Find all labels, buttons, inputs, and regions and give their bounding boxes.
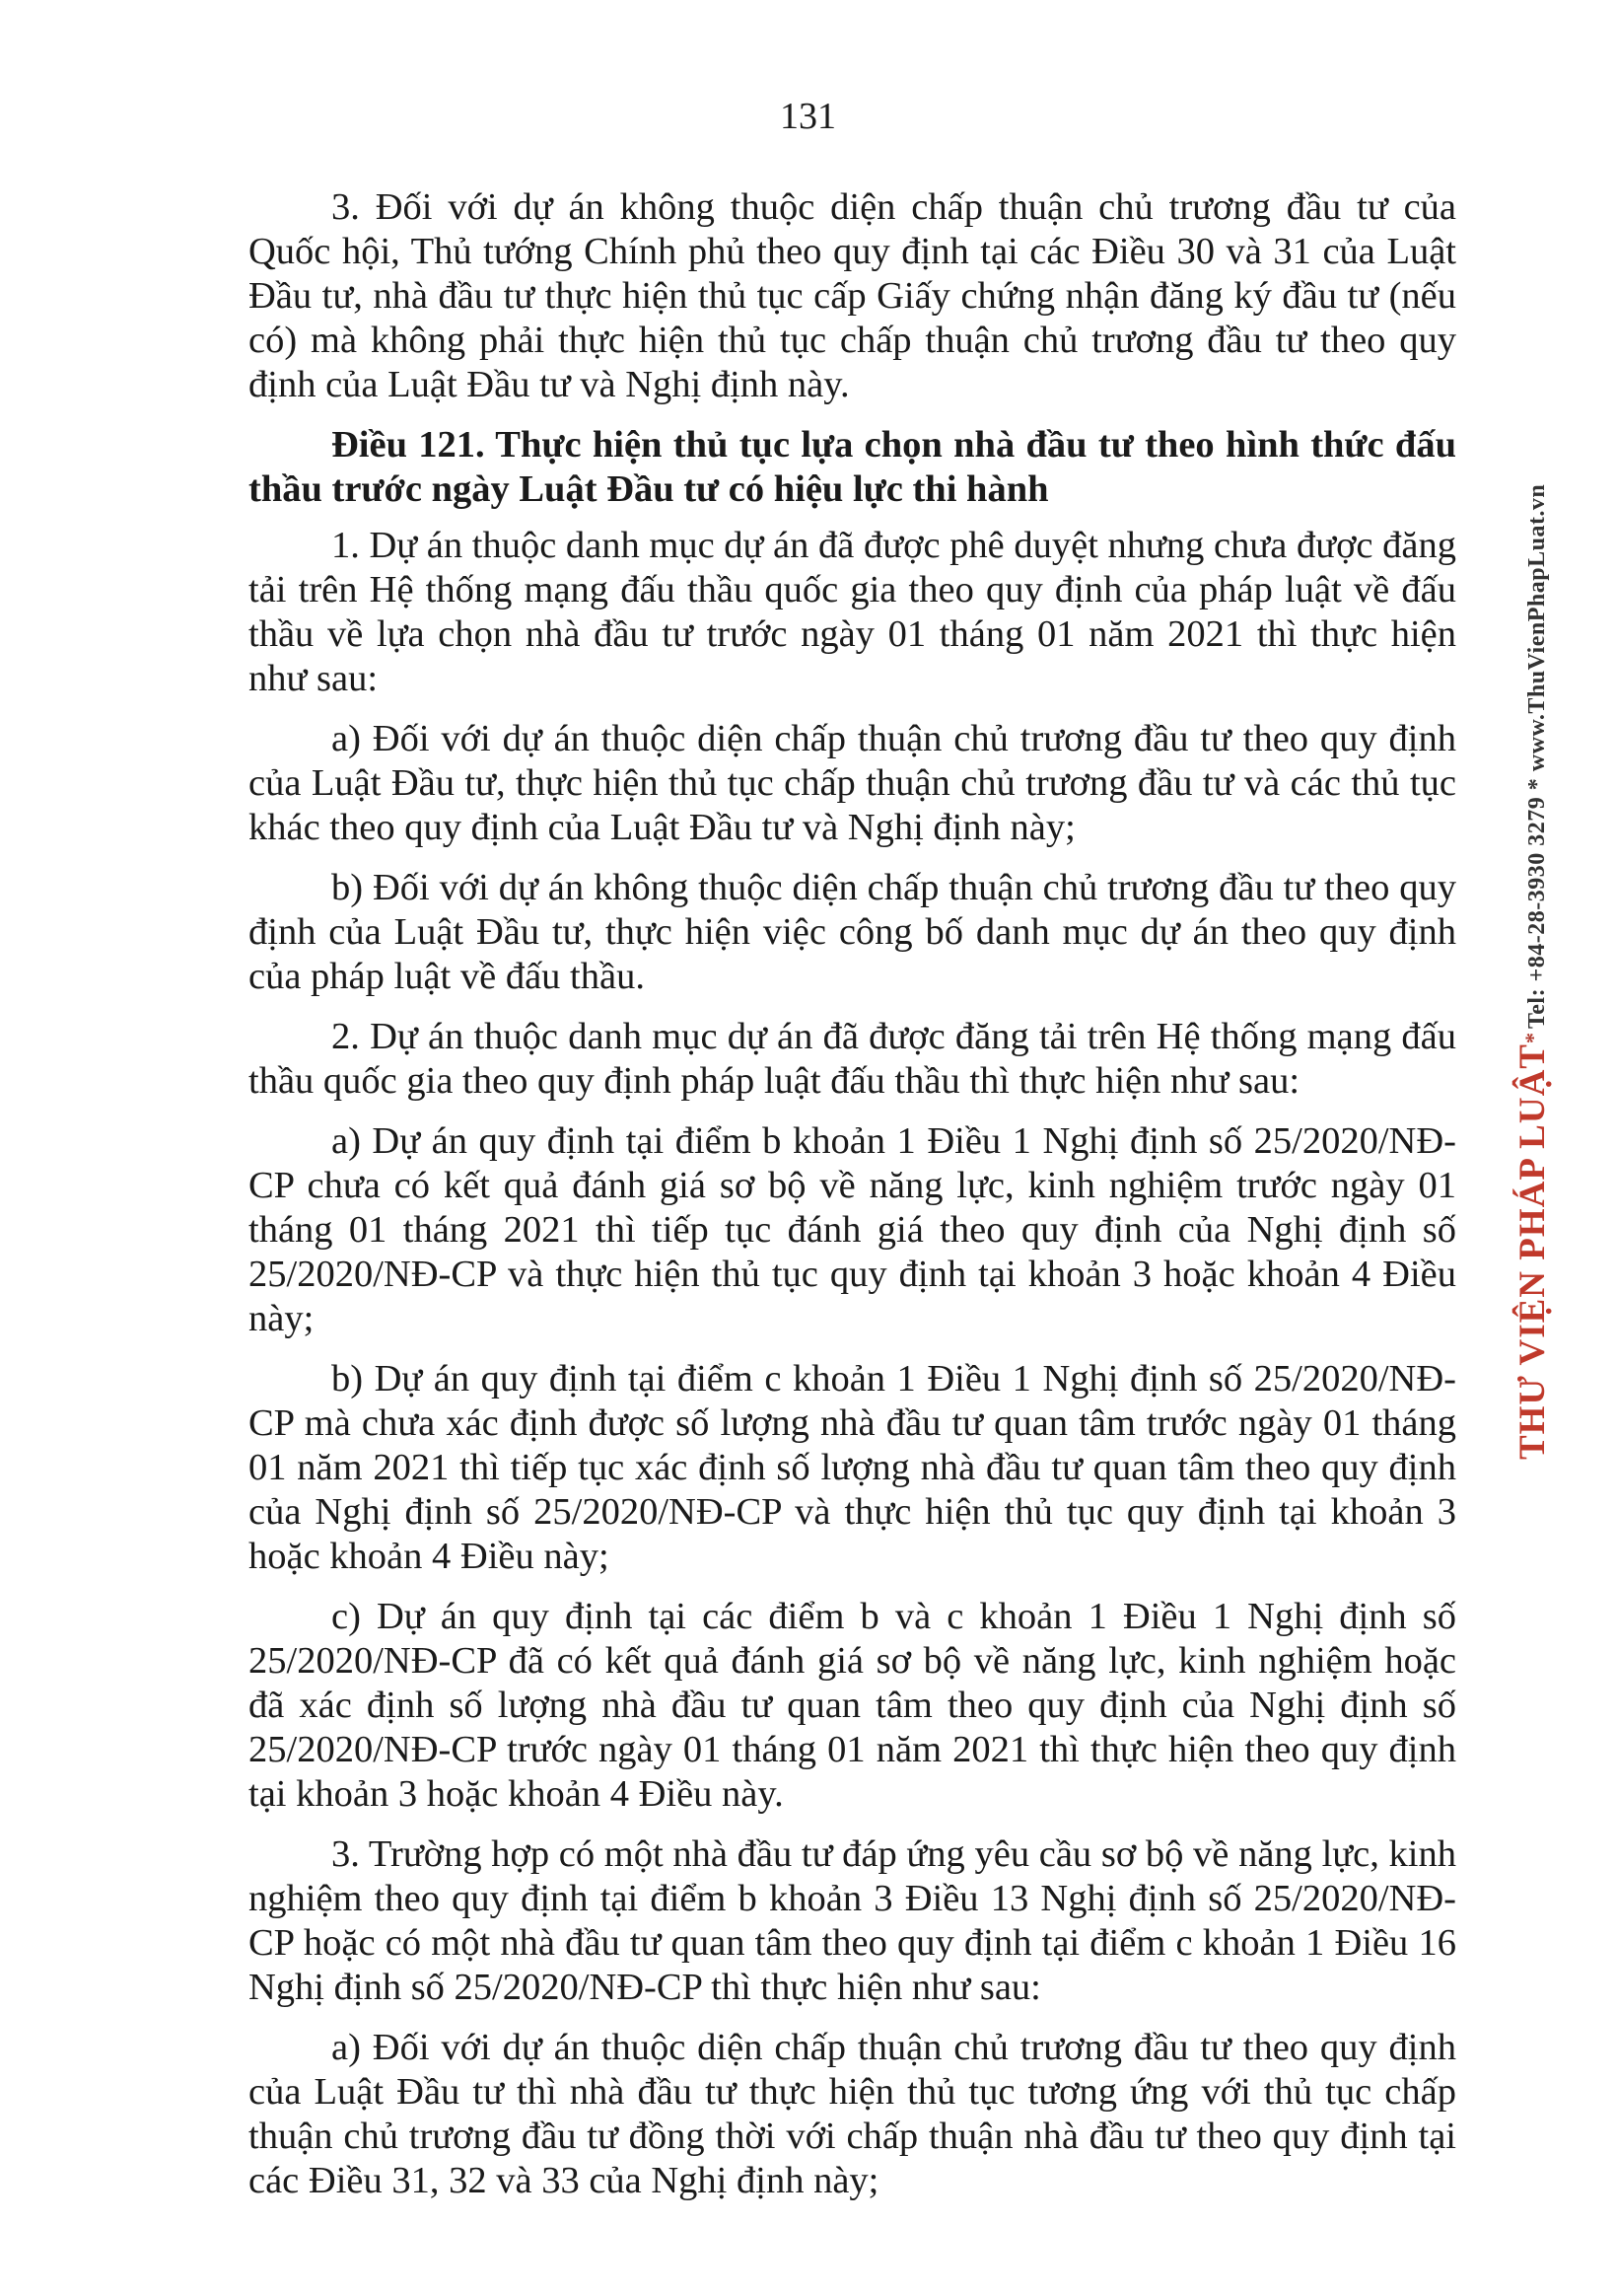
paragraph-121-1: 1. Dự án thuộc danh mục dự án đã được phê duyệt nhưng chưa được đăng tải trên Hệ thống mạng đấu thầu quốc gia theo quy định của pháp luật về đấu thầu về lựa chọn nhà đầu tư trước ngày 01 tháng 01 năm 2021 thì thực hiện như sau: <box>248 525 1456 699</box>
paragraph-121-3a: a) Đối với dự án thuộc diện chấp thuận chủ trương đầu tư theo quy định của Luật Đầu tư thì nhà đầu tư thực hiện thủ tục tương ứng với thủ tục chấp thuận chủ trương đầu tư đồng thời với chấp thuận nhà đầu tư theo quy định tại các Điều 31, 32 và 33 của Nghị định này; <box>248 2027 1456 2201</box>
paragraph-121-1b: b) Đối với dự án không thuộc diện chấp thuận chủ trương đầu tư theo quy định của Luật Đầu tư, thực hiện việc công bố danh mục dự án theo quy định của pháp luật về đấu thầu. <box>248 867 1456 997</box>
watermark-brand: THƯ VIỆN PHÁP LUẬT <box>1512 1043 1553 1460</box>
page-number: 131 <box>780 96 836 137</box>
paragraph-121-2b: b) Dự án quy định tại điểm c khoản 1 Điều 1 Nghị định số 25/2020/NĐ-CP mà chưa xác định được số lượng nhà đầu tư quan tâm trước ngày 01 tháng 01 năm 2021 thì tiếp tục xác định số lượng nhà đầu tư quan tâm theo quy định của Nghị định số 25/2020/NĐ-CP và thực hiện thủ tục quy định tại khoản 3 hoặc khoản 4 Điều này; <box>248 1358 1456 1577</box>
paragraph-121-2: 2. Dự án thuộc danh mục dự án đã được đăng tải trên Hệ thống mạng đấu thầu quốc gia theo quy định pháp luật đấu thầu thì thực hiện như sau: <box>248 1016 1456 1102</box>
watermark-contact: Tel: +84-28-3930 3279 * www.ThuVienPhapLuat.vn <box>1524 483 1550 1030</box>
article-121-heading: Điều 121. Thực hiện thủ tục lựa chọn nhà đầu tư theo hình thức đấu thầu trước ngày Luật Đầu tư có hiệu lực thi hành <box>248 424 1456 510</box>
paragraph-121-3: 3. Trường hợp có một nhà đầu tư đáp ứng yêu cầu sơ bộ về năng lực, kinh nghiệm theo quy định tại điểm b khoản 3 Điều 13 Nghị định số 25/2020/NĐ-CP hoặc có một nhà đầu tư quan tâm theo quy định tại điểm c khoản 1 Điều 16 Nghị định số 25/2020/NĐ-CP thì thực hiện như sau: <box>248 1833 1456 2008</box>
paragraph-clause-3: 3. Đối với dự án không thuộc diện chấp thuận chủ trương đầu tư của Quốc hội, Thủ tướng Chính phủ theo quy định tại các Điều 30 và 31 của Luật Đầu tư, nhà đầu tư thực hiện thủ tục cấp Giấy chứng nhận đăng ký đầu tư (nếu có) mà không phải thực hiện thủ tục chấp thuận chủ trương đầu tư theo quy định của Luật Đầu tư và Nghị định này. <box>248 186 1456 405</box>
watermark-star: * <box>1520 1033 1545 1044</box>
document-body <box>248 185 1456 2219</box>
paragraph-121-1a: a) Đối với dự án thuộc diện chấp thuận chủ trương đầu tư theo quy định của Luật Đầu tư, thực hiện thủ tục chấp thuận chủ trương đầu tư và các thủ tục khác theo quy định của Luật Đầu tư và Nghị định này; <box>248 718 1456 848</box>
paragraph-121-2c: c) Dự án quy định tại các điểm b và c khoản 1 Điều 1 Nghị định số 25/2020/NĐ-CP đã có kết quả đánh giá sơ bộ về năng lực, kinh nghiệm hoặc đã xác định số lượng nhà đầu tư quan tâm theo quy định của Nghị định số 25/2020/NĐ-CP trước ngày 01 tháng 01 năm 2021 thì thực hiện theo quy định tại khoản 3 hoặc khoản 4 Điều này. <box>248 1596 1456 1815</box>
paragraph-121-2a: a) Dự án quy định tại điểm b khoản 1 Điều 1 Nghị định số 25/2020/NĐ-CP chưa có kết quả đánh giá sơ bộ về năng lực, kinh nghiệm trước ngày 01 tháng 01 tháng 2021 thì tiếp tục đánh giá theo quy định của Nghị định số 25/2020/NĐ-CP và thực hiện thủ tục quy định tại khoản 3 hoặc khoản 4 Điều này; <box>248 1120 1456 1339</box>
side-watermark <box>1513 484 1560 1460</box>
